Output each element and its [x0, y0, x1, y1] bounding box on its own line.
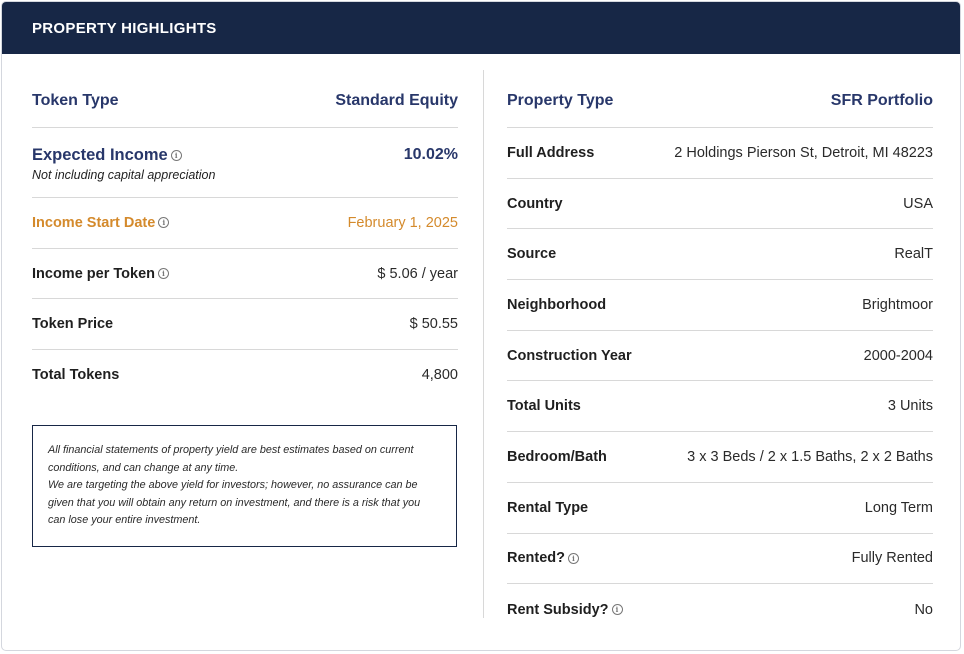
full-address-label: Full Address [507, 144, 595, 161]
disclaimer-line-1: All financial statements of property yield are best estimates based on current conditions, and can change at any time. [48, 444, 414, 474]
total-units-value: 3 Units [887, 398, 933, 415]
income-per-token-value: $ 5.06 / year [377, 265, 458, 282]
rented-row [507, 534, 933, 585]
construction-year-row [507, 331, 933, 382]
rented-label: Rented? i [507, 550, 579, 566]
country-row [507, 179, 933, 230]
token-price-row [32, 299, 458, 350]
total-tokens-label: Total Tokens [32, 367, 120, 384]
card-title: PROPERTY HIGHLIGHTS [32, 19, 217, 37]
total-tokens-value: 4,800 [421, 367, 458, 384]
country-label: Country [507, 195, 563, 212]
info-icon[interactable]: i [158, 268, 169, 279]
income-per-token-row [32, 249, 458, 300]
card-header [2, 2, 960, 54]
source-label: Source [507, 246, 557, 263]
property-type-label: Property Type [507, 91, 614, 109]
neighborhood-label: Neighborhood [507, 296, 607, 313]
token-price-value: $ 50.55 [409, 316, 458, 333]
rental-type-row [507, 483, 933, 534]
token-price-label: Token Price [32, 316, 114, 333]
income-per-token-label: Income per Token i [32, 266, 169, 282]
info-icon[interactable]: i [568, 553, 579, 564]
disclaimer-line-2: We are targeting the above yield for investors; however, no assurance can be given that you will obtain any return on investment, and there is a risk that you can lose your entire investment. [48, 479, 421, 526]
total-units-label: Total Units [507, 398, 581, 415]
total-tokens-row [32, 350, 458, 401]
construction-year-label: Construction Year [507, 347, 632, 364]
neighborhood-value: Brightmoor [862, 296, 933, 313]
yield-disclaimer [32, 425, 457, 547]
info-icon[interactable]: i [171, 150, 182, 161]
rent-subsidy-row [507, 584, 933, 635]
token-type-label: Token Type [32, 91, 119, 109]
rent-subsidy-value: No [914, 601, 933, 618]
full-address-value: 2 Holdings Pierson St, Detroit, MI 48223 [674, 144, 933, 161]
expected-income-label: Expected Income i [32, 146, 215, 165]
info-icon[interactable]: i [612, 604, 623, 615]
token-type-value: Standard Equity [335, 91, 458, 109]
income-start-date-row [32, 198, 458, 249]
full-address-row [507, 128, 933, 179]
token-details-column [32, 70, 458, 401]
bedroom-bath-row [507, 432, 933, 483]
income-start-date-label: Income Start Date i [32, 215, 169, 231]
rental-type-value: Long Term [864, 499, 933, 516]
rent-subsidy-label: Rent Subsidy? i [507, 602, 623, 618]
column-divider [483, 70, 484, 618]
info-icon[interactable]: i [158, 217, 169, 228]
property-type-value: SFR Portfolio [830, 91, 933, 109]
country-value: USA [903, 195, 933, 212]
property-highlights-card [1, 1, 961, 651]
rental-type-label: Rental Type [507, 499, 589, 516]
rented-value: Fully Rented [851, 550, 933, 567]
source-value: RealT [894, 246, 933, 263]
expected-income-row [32, 128, 458, 198]
expected-income-note: Not including capital appreciation [32, 168, 216, 182]
property-type-row [507, 70, 933, 128]
expected-income-value: 10.02% [403, 146, 458, 163]
total-units-row [507, 381, 933, 432]
construction-year-value: 2000-2004 [863, 347, 933, 364]
neighborhood-row [507, 280, 933, 331]
source-row [507, 229, 933, 280]
income-start-date-value: February 1, 2025 [347, 214, 458, 231]
property-details-column [507, 70, 933, 635]
bedroom-bath-value: 3 x 3 Beds / 2 x 1.5 Baths, 2 x 2 Baths [687, 448, 933, 465]
token-type-row [32, 70, 458, 128]
bedroom-bath-label: Bedroom/Bath [507, 448, 607, 465]
